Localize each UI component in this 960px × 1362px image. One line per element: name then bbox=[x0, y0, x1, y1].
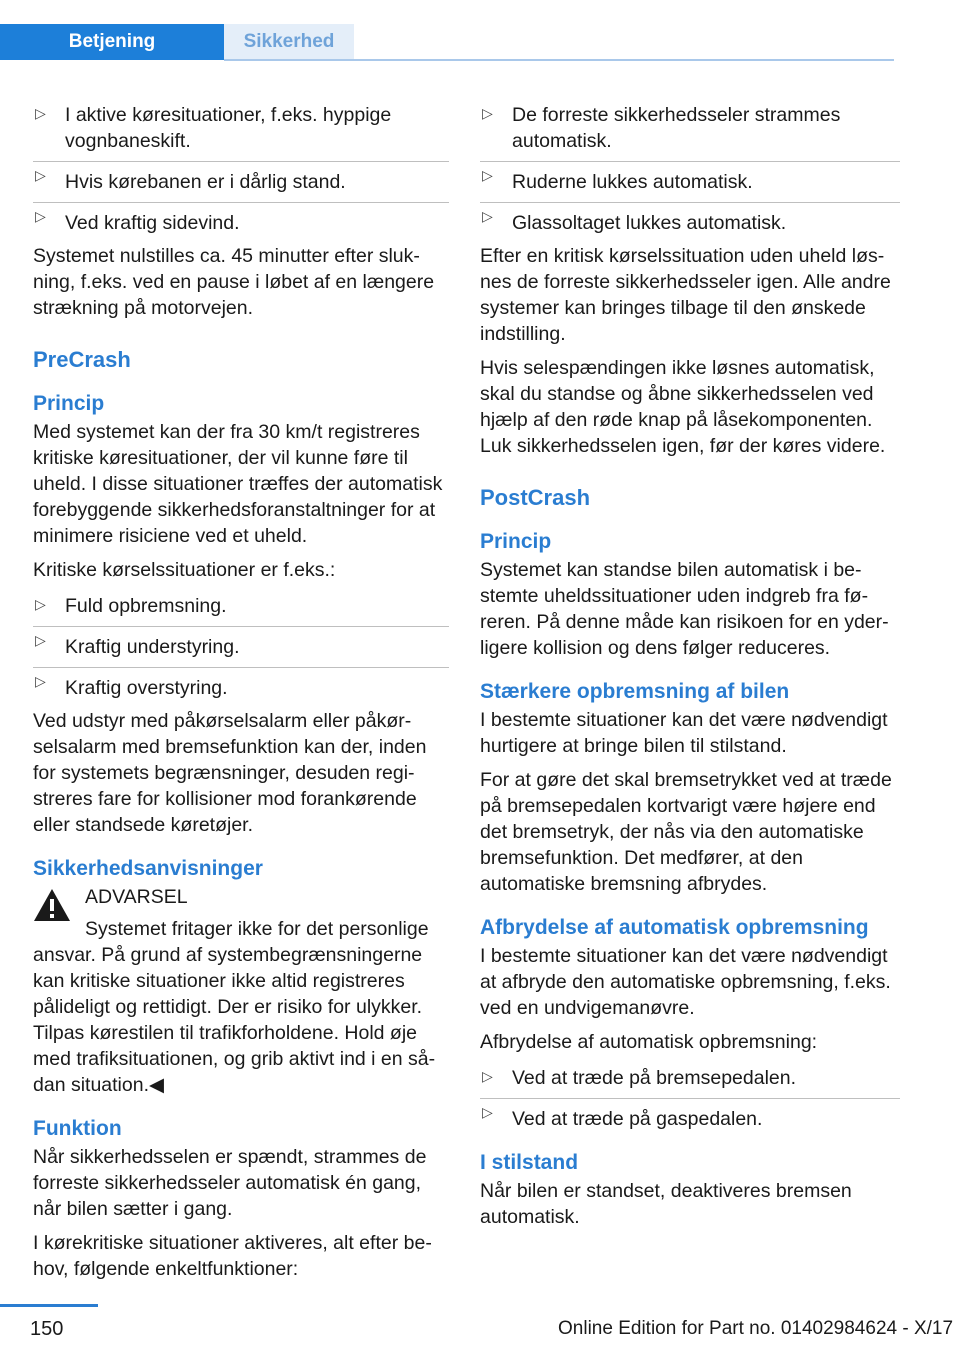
list-item: ▷ I aktive køresituationer, f.eks. hyppige vognbaneskift. bbox=[33, 100, 449, 154]
list-item: ▷ Fuld opbremsning. bbox=[33, 591, 449, 619]
tab-betjening[interactable]: Betjening bbox=[0, 24, 224, 60]
page-number: 150 bbox=[30, 1318, 64, 1340]
warning-icon bbox=[33, 888, 71, 922]
list-item: ▷ Glassoltaget lukkes automatisk. bbox=[480, 202, 900, 236]
paragraph: Hvis selespændingen ikke løsnes automatisk, skal du standse og åbne sikkerhedsselen ved hjælp af den røde knap på låsekomponenten. Luk sikkerhedsselen igen, før der køres videre. bbox=[480, 357, 886, 457]
list-item: ▷ Ved kraftig sidevind. bbox=[33, 202, 449, 236]
paragraph: Ved udstyr med påkørselsalarm eller påkørselsalarm med bremsefunktion kan der, inden for systemets begrænsninger, desuden registreres fare for kollisioner mod forankørende eller standsede køretøjer. bbox=[33, 710, 427, 836]
paragraph: Med systemet kan der fra 30 km/t registreres kritiske køresituationer, der vil kunne føre til uheld. I disse situationer træffes der automatisk forebyggende sikkerhedsforanstaltninger for at minimere risiciene ved et uheld. bbox=[33, 421, 443, 547]
section-heading-precrash: PreCrash bbox=[33, 347, 131, 372]
subheading-interrupt: Afbrydelse af automatisk opbremsning bbox=[480, 916, 869, 939]
list-item: ▷ Ruderne lukkes automatisk. bbox=[480, 161, 900, 195]
left-column bbox=[33, 100, 449, 1290]
warning-text-first: Systemet fritager ikke for det personlige bbox=[85, 918, 429, 940]
list-item: ▷ Kraftig understyring. bbox=[33, 626, 449, 660]
header-tabs bbox=[0, 24, 894, 60]
subheading-princip: Princip bbox=[480, 530, 552, 553]
paragraph: I bestemte situationer kan det være nødvendigt hurtigere at bringe bilen til stilstand. bbox=[480, 709, 888, 757]
paragraph: Afbrydelse af automatisk opbremsning: bbox=[480, 1031, 818, 1053]
paragraph: Systemet nulstilles ca. 45 minutter efter slukning, f.eks. ved en pause i løbet af en længere strækning på motorvejen. bbox=[33, 245, 435, 319]
list-item: ▷ Hvis kørebanen er i dårlig stand. bbox=[33, 161, 449, 195]
paragraph: Efter en kritisk kørselssituation uden uheld løsnes de forreste sikkerhedsseler igen. Alle andre systemer kan bringes tilbage til den ønskede indstilling. bbox=[480, 245, 891, 345]
subheading-safety: Sikkerhedsanvisninger bbox=[33, 857, 263, 880]
paragraph: I kørekritiske situationer aktiveres, alt efter behov, følgende enkeltfunktioner: bbox=[33, 1232, 432, 1280]
paragraph: For at gøre det skal bremsetrykket ved at træde på bremsepedalen kortvarigt være højere end det bremsetryk, der nås via den automatiske bremsefunktion. Det medfører, at den automatiske bremsning afbrydes. bbox=[480, 769, 892, 895]
warning-title: ADVARSEL bbox=[85, 886, 188, 908]
edition-footer: Online Edition for Part no. 01402984624 - X/17 bbox=[558, 1318, 954, 1339]
subheading-funktion: Funktion bbox=[33, 1117, 122, 1140]
list-item: ▷ De forreste sikkerhedsseler strammes automatisk. bbox=[480, 100, 900, 154]
section-heading-postcrash: PostCrash bbox=[480, 485, 591, 510]
paragraph: Når bilen er standset, deaktiveres bremsen automatisk. bbox=[480, 1180, 852, 1228]
warning-box bbox=[33, 884, 449, 1098]
subheading-stronger-braking: Stærkere opbremsning af bilen bbox=[480, 680, 790, 703]
paragraph: Kritiske kørselssituationer er f.eks.: bbox=[33, 559, 336, 581]
paragraph: I bestemte situationer kan det være nødvendigt at afbryde den automatiske opbremsning, f.eks. ved en undvigemanøvre. bbox=[480, 945, 891, 1019]
right-column bbox=[480, 100, 900, 1238]
warning-text: ansvar. På grund af systembegrænsningerne kan kritiske situationer ikke altid registreres pålideligt og rettidigt. Der er risiko for ulykker. Tilpas kørestilen til trafikforholdene. Hold øje med trafiksituationen, og grib aktivt ind i en sådan situation.◀ bbox=[33, 944, 436, 1096]
paragraph: Når sikkerhedsselen er spændt, strammes de forreste sikkerhedsseler automatisk én gang, når bilen sætter i gang. bbox=[33, 1146, 427, 1220]
page-number-bar bbox=[0, 1304, 98, 1307]
list-item: ▷ Kraftig overstyring. bbox=[33, 667, 449, 701]
list-item: ▷ Ved at træde på gaspedalen. bbox=[480, 1098, 900, 1132]
paragraph: Systemet kan standse bilen automatisk i bestemte uheldssituationer uden indgreb fra føreren. På denne måde kan risikoen for en yderligere kollision og dens følger reduceres. bbox=[480, 559, 889, 659]
list-item: ▷ Ved at træde på bremsepedalen. bbox=[480, 1063, 900, 1091]
subheading-princip: Princip bbox=[33, 392, 105, 415]
header-rule bbox=[224, 59, 894, 61]
subheading-standstill: I stilstand bbox=[480, 1151, 579, 1174]
tab-sikkerhed[interactable]: Sikkerhed bbox=[224, 24, 354, 60]
